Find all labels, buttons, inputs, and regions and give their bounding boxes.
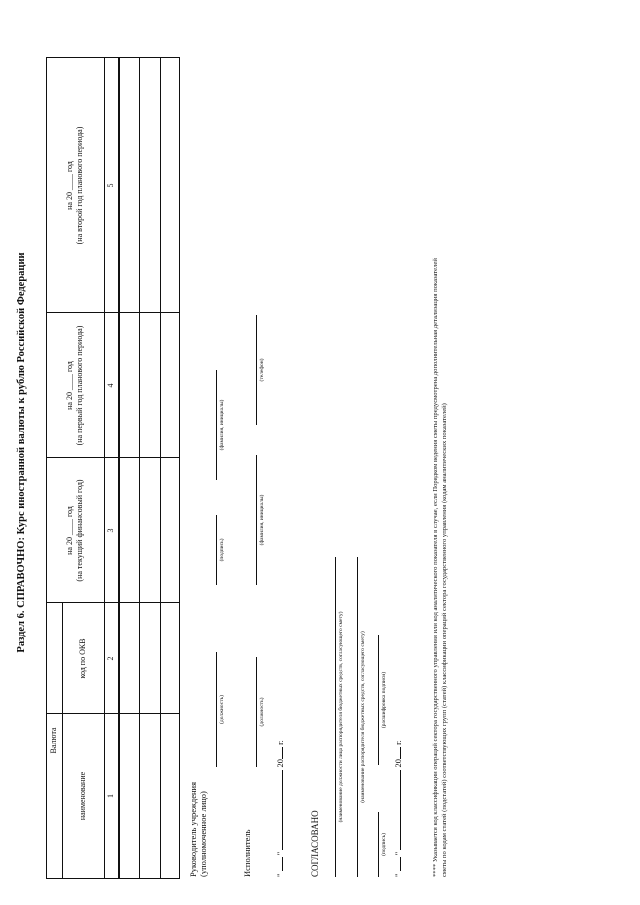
agree-date-field: " " 20 г. [393,740,403,877]
caption-agree-signature: (подпись) [381,833,387,856]
agreed-label: СОГЛАСОВАНО [310,810,320,877]
caption-agree-org: (наименование распорядителя бюджетных средств, согласующего смету) [360,631,366,803]
head-label: Руководитель учреждения [188,781,198,877]
executor-label: Исполнитель [242,829,252,877]
header-name: наименование [78,771,87,821]
date-field: " " 20 г. [275,740,285,877]
agree-decode-line [378,635,379,765]
footnote-line-2: сметы по кодам статей (подстатей) соответствующих групп (статей) классификации операций сектора государственного управления (кодам аналитических показателей) [441,403,448,877]
header-okv-code: код по ОКВ [78,638,87,679]
agree-signature-line [378,812,379,877]
section-title: Раздел 6. СПРАВОЧНО: Курс иностранной валюты к рублю Российской Федерации [16,252,27,653]
agree-position-line [335,557,336,877]
row-divider [160,58,161,878]
caption-position: (должность) [259,697,265,727]
numbers-divider [118,58,120,878]
header-divider [104,58,105,878]
caption-name: (фамилия, инициалы) [219,399,225,451]
agree-org-line [357,557,358,877]
head-signature-line [216,515,217,585]
caption-agree-decode: (расшифровка подписи) [381,671,387,729]
header-first-plan-year: на 20 ____ год (на первый год планового периода) [65,325,84,446]
caption-name: (фамилия, инициалы) [259,494,265,546]
header-current-year: на 20 ____ год (на текущий финансовый год) [65,479,84,582]
caption-signature: (подпись) [219,538,225,562]
header-second-plan-year: на 20 ____ год (на второй год планового периода) [65,126,84,245]
executor-name-line [256,455,257,585]
executor-phone-line [256,315,257,425]
col-number-3: 3 [106,528,115,533]
col-number-1: 1 [106,794,115,798]
head-position-line [216,652,217,767]
currency-rate-table [46,57,180,879]
executor-position-line [256,657,257,767]
header-currency: Валюта [49,727,58,754]
head-label-sub: (уполномоченное лицо) [198,791,208,877]
caption-agree-position: (наименование должности лица распорядителя бюджетных средств, согласующего смету) [338,611,344,823]
group-header-divider [62,603,63,878]
col-number-5: 5 [106,183,115,188]
head-name-line [216,370,217,480]
caption-position: (должность) [219,695,225,724]
col-number-4: 4 [106,383,115,388]
footnote-line-1: **** Указывается код классификации операций сектора государственного управления или код аналитического показателя в случае, если Порядком ведения сметы предусмотрена дополнительная детализация показателей [432,258,439,877]
col-number-2: 2 [106,656,115,661]
caption-phone: (телефон) [259,358,265,382]
row-divider [139,58,140,878]
